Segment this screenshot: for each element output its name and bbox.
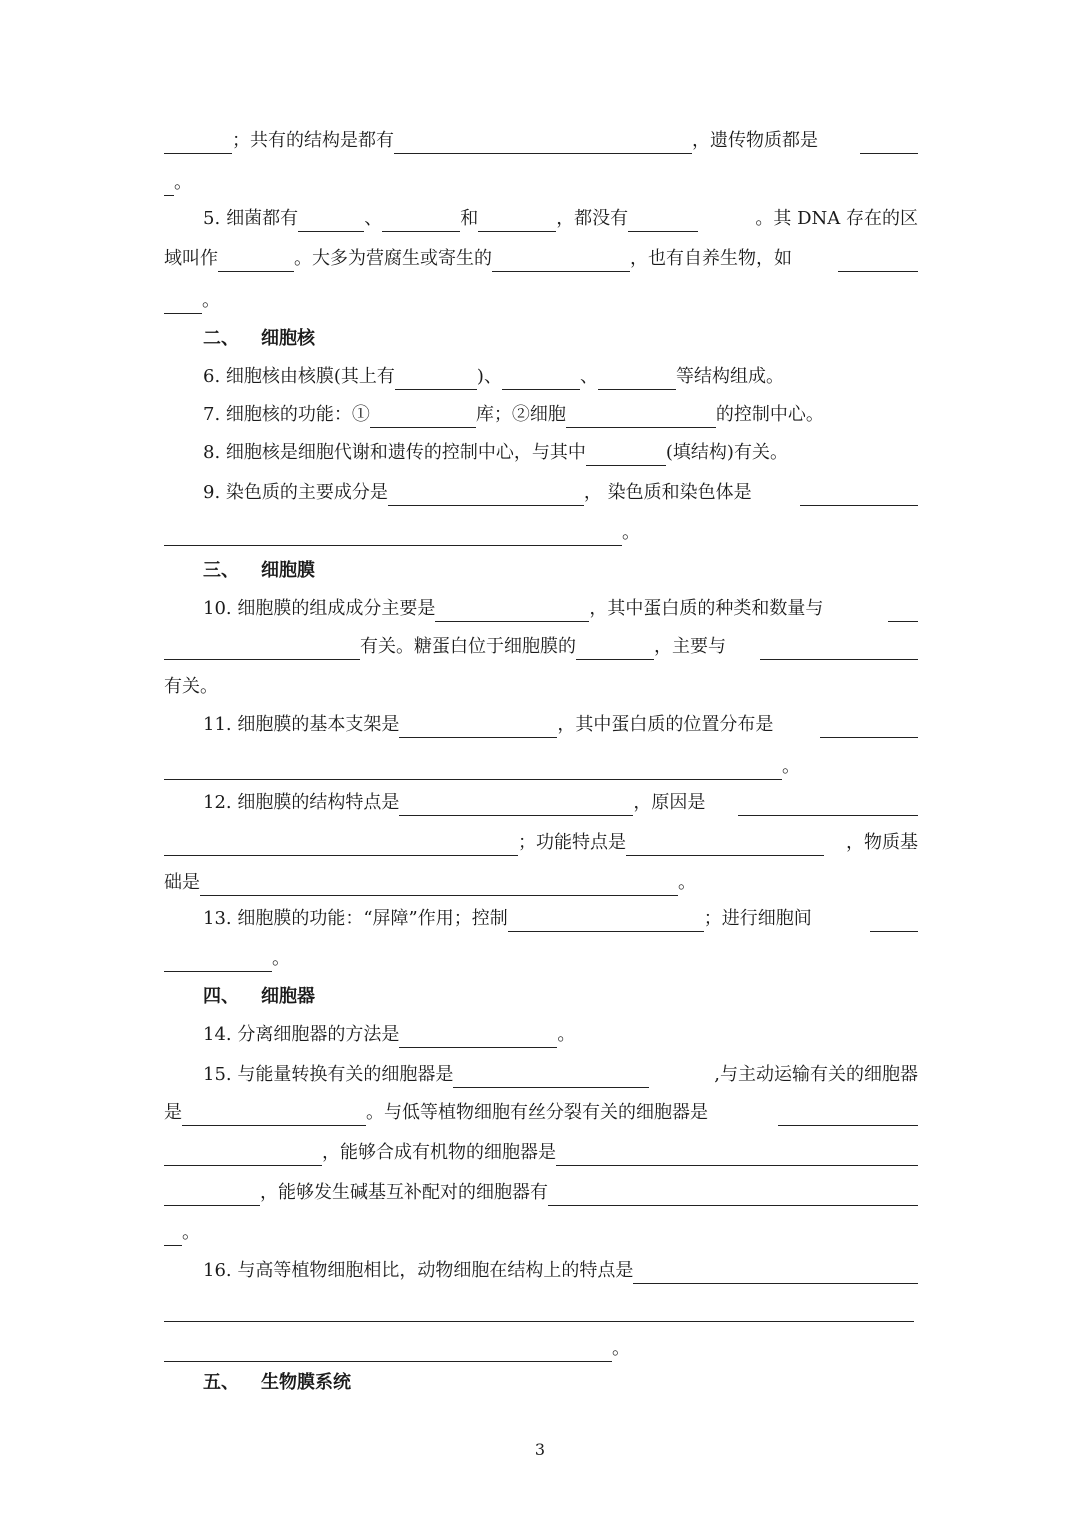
q15-line-4: ，能够发生碱基互补配对的细胞器有 — [164, 1180, 918, 1206]
q7-line: 7. 细胞核的功能：① 库；②细胞 的控制中心。 — [203, 402, 918, 428]
answer-blank[interactable] — [778, 1105, 918, 1126]
q15-line-2: 是 。与低等植物细胞有丝分裂有关的细胞器是 — [164, 1100, 918, 1126]
answer-blank[interactable] — [760, 639, 918, 660]
q15-line-3: ，能够合成有机物的细胞器是 — [164, 1140, 918, 1166]
answer-blank[interactable] — [492, 251, 630, 272]
answer-blank[interactable] — [478, 211, 556, 232]
answer-blank[interactable] — [399, 795, 633, 816]
answer-blank[interactable] — [800, 485, 918, 506]
answer-blank[interactable] — [164, 951, 272, 972]
answer-blank[interactable] — [164, 639, 360, 660]
answer-blank[interactable] — [548, 1185, 918, 1206]
q11-line-1: 11. 细胞膜的基本支架是 ，其中蛋白质的位置分布是 — [203, 712, 918, 738]
q13-line-1: 13. 细胞膜的功能：“屏障”作用；控制 ；进行细胞间 — [203, 906, 918, 932]
answer-blank[interactable] — [388, 485, 584, 506]
answer-blank[interactable] — [164, 759, 782, 780]
q5-line-3: 。 — [164, 288, 918, 314]
answer-blank[interactable] — [633, 1263, 918, 1284]
section-heading-nucleus: 二、 细胞核 — [203, 328, 315, 349]
q16-line-3: 。 — [164, 1336, 918, 1362]
answer-blank[interactable] — [626, 835, 824, 856]
section-heading-biomembrane: 五、 生物膜系统 — [203, 1372, 351, 1393]
answer-blank[interactable] — [453, 1067, 649, 1088]
q14-line: 14. 分离细胞器的方法是 。 — [203, 1022, 918, 1048]
answer-blank[interactable] — [576, 639, 654, 660]
q11-line-2: 。 — [164, 754, 918, 780]
q4-line-1: ；共有的结构是都有 ，遗传物质都是 — [164, 128, 918, 154]
answer-blank[interactable] — [399, 1027, 557, 1048]
answer-blank[interactable] — [164, 293, 202, 314]
answer-blank[interactable] — [586, 445, 666, 466]
q10-line-1: 10. 细胞膜的组成成分主要是 ，其中蛋白质的种类和数量与 — [203, 596, 918, 622]
q9-line-1: 9. 染色质的主要成分是 ， 染色质和染色体是 — [203, 480, 918, 506]
q15-line-1: 15. 与能量转换有关的细胞器是 ,与主动运输有关的细胞器 — [203, 1062, 918, 1088]
q13-line-2: 。 — [164, 946, 918, 972]
q15-line-5: 。 — [164, 1220, 918, 1246]
answer-blank[interactable] — [164, 1341, 612, 1362]
answer-blank[interactable] — [164, 525, 622, 546]
q12-line-1: 12. 细胞膜的结构特点是 ，原因是 — [203, 790, 918, 816]
answer-blank[interactable] — [502, 369, 580, 390]
answer-blank[interactable] — [820, 717, 918, 738]
answer-blank[interactable] — [182, 1105, 366, 1126]
answer-blank[interactable] — [566, 407, 716, 428]
answer-blank[interactable] — [164, 1225, 182, 1246]
q16-line-1: 16. 与高等植物细胞相比，动物细胞在结构上的特点是 — [203, 1258, 918, 1284]
answer-blank[interactable] — [556, 1145, 918, 1166]
q4-line-2: 。 — [164, 170, 918, 196]
answer-blank[interactable] — [399, 717, 557, 738]
q10-line-2: 有关。糖蛋白位于细胞膜的 ，主要与 — [164, 634, 918, 660]
section-heading-membrane: 三、 细胞膜 — [203, 560, 315, 581]
answer-blank[interactable] — [628, 211, 698, 232]
q5-line-2: 域叫作 。大多为营腐生或寄生的 ，也有自养生物，如 — [164, 246, 918, 272]
answer-blank[interactable] — [218, 251, 294, 272]
answer-blank[interactable] — [888, 601, 918, 622]
answer-blank[interactable] — [435, 601, 589, 622]
answer-blank[interactable] — [394, 133, 692, 154]
answer-blank[interactable] — [164, 1145, 322, 1166]
answer-blank[interactable] — [298, 211, 364, 232]
answer-blank[interactable] — [164, 835, 518, 856]
section-heading-organelles: 四、 细胞器 — [203, 986, 315, 1007]
answer-blank[interactable] — [598, 369, 676, 390]
page-number: 3 — [534, 1440, 546, 1459]
q8-line: 8. 细胞核是细胞代谢和遗传的控制中心，与其中 (填结构)有关。 — [203, 440, 918, 466]
answer-blank[interactable] — [382, 211, 460, 232]
answer-blank[interactable] — [370, 407, 476, 428]
answer-blank[interactable] — [870, 911, 918, 932]
q16-line-2 — [164, 1296, 918, 1322]
answer-blank[interactable] — [164, 1185, 260, 1206]
answer-blank[interactable] — [164, 1301, 914, 1322]
q9-line-2: 。 — [164, 520, 918, 546]
q12-line-2: ；功能特点是 ，物质基 — [164, 830, 918, 856]
answer-blank[interactable] — [395, 369, 477, 390]
q12-line-3: 础是 。 — [164, 870, 918, 896]
q5-line-1: 5. 细菌都有 、 和 ，都没有 。其 DNA 存在的区 — [203, 206, 918, 232]
q10-line-3: 有关。 — [164, 676, 218, 697]
answer-blank[interactable] — [860, 133, 918, 154]
answer-blank[interactable] — [200, 875, 678, 896]
answer-blank[interactable] — [164, 175, 174, 196]
answer-blank[interactable] — [838, 251, 918, 272]
answer-blank[interactable] — [508, 911, 704, 932]
answer-blank[interactable] — [164, 133, 232, 154]
answer-blank[interactable] — [738, 795, 918, 816]
q6-line: 6. 细胞核由核膜(其上有 )、 、 等结构组成。 — [203, 364, 918, 390]
